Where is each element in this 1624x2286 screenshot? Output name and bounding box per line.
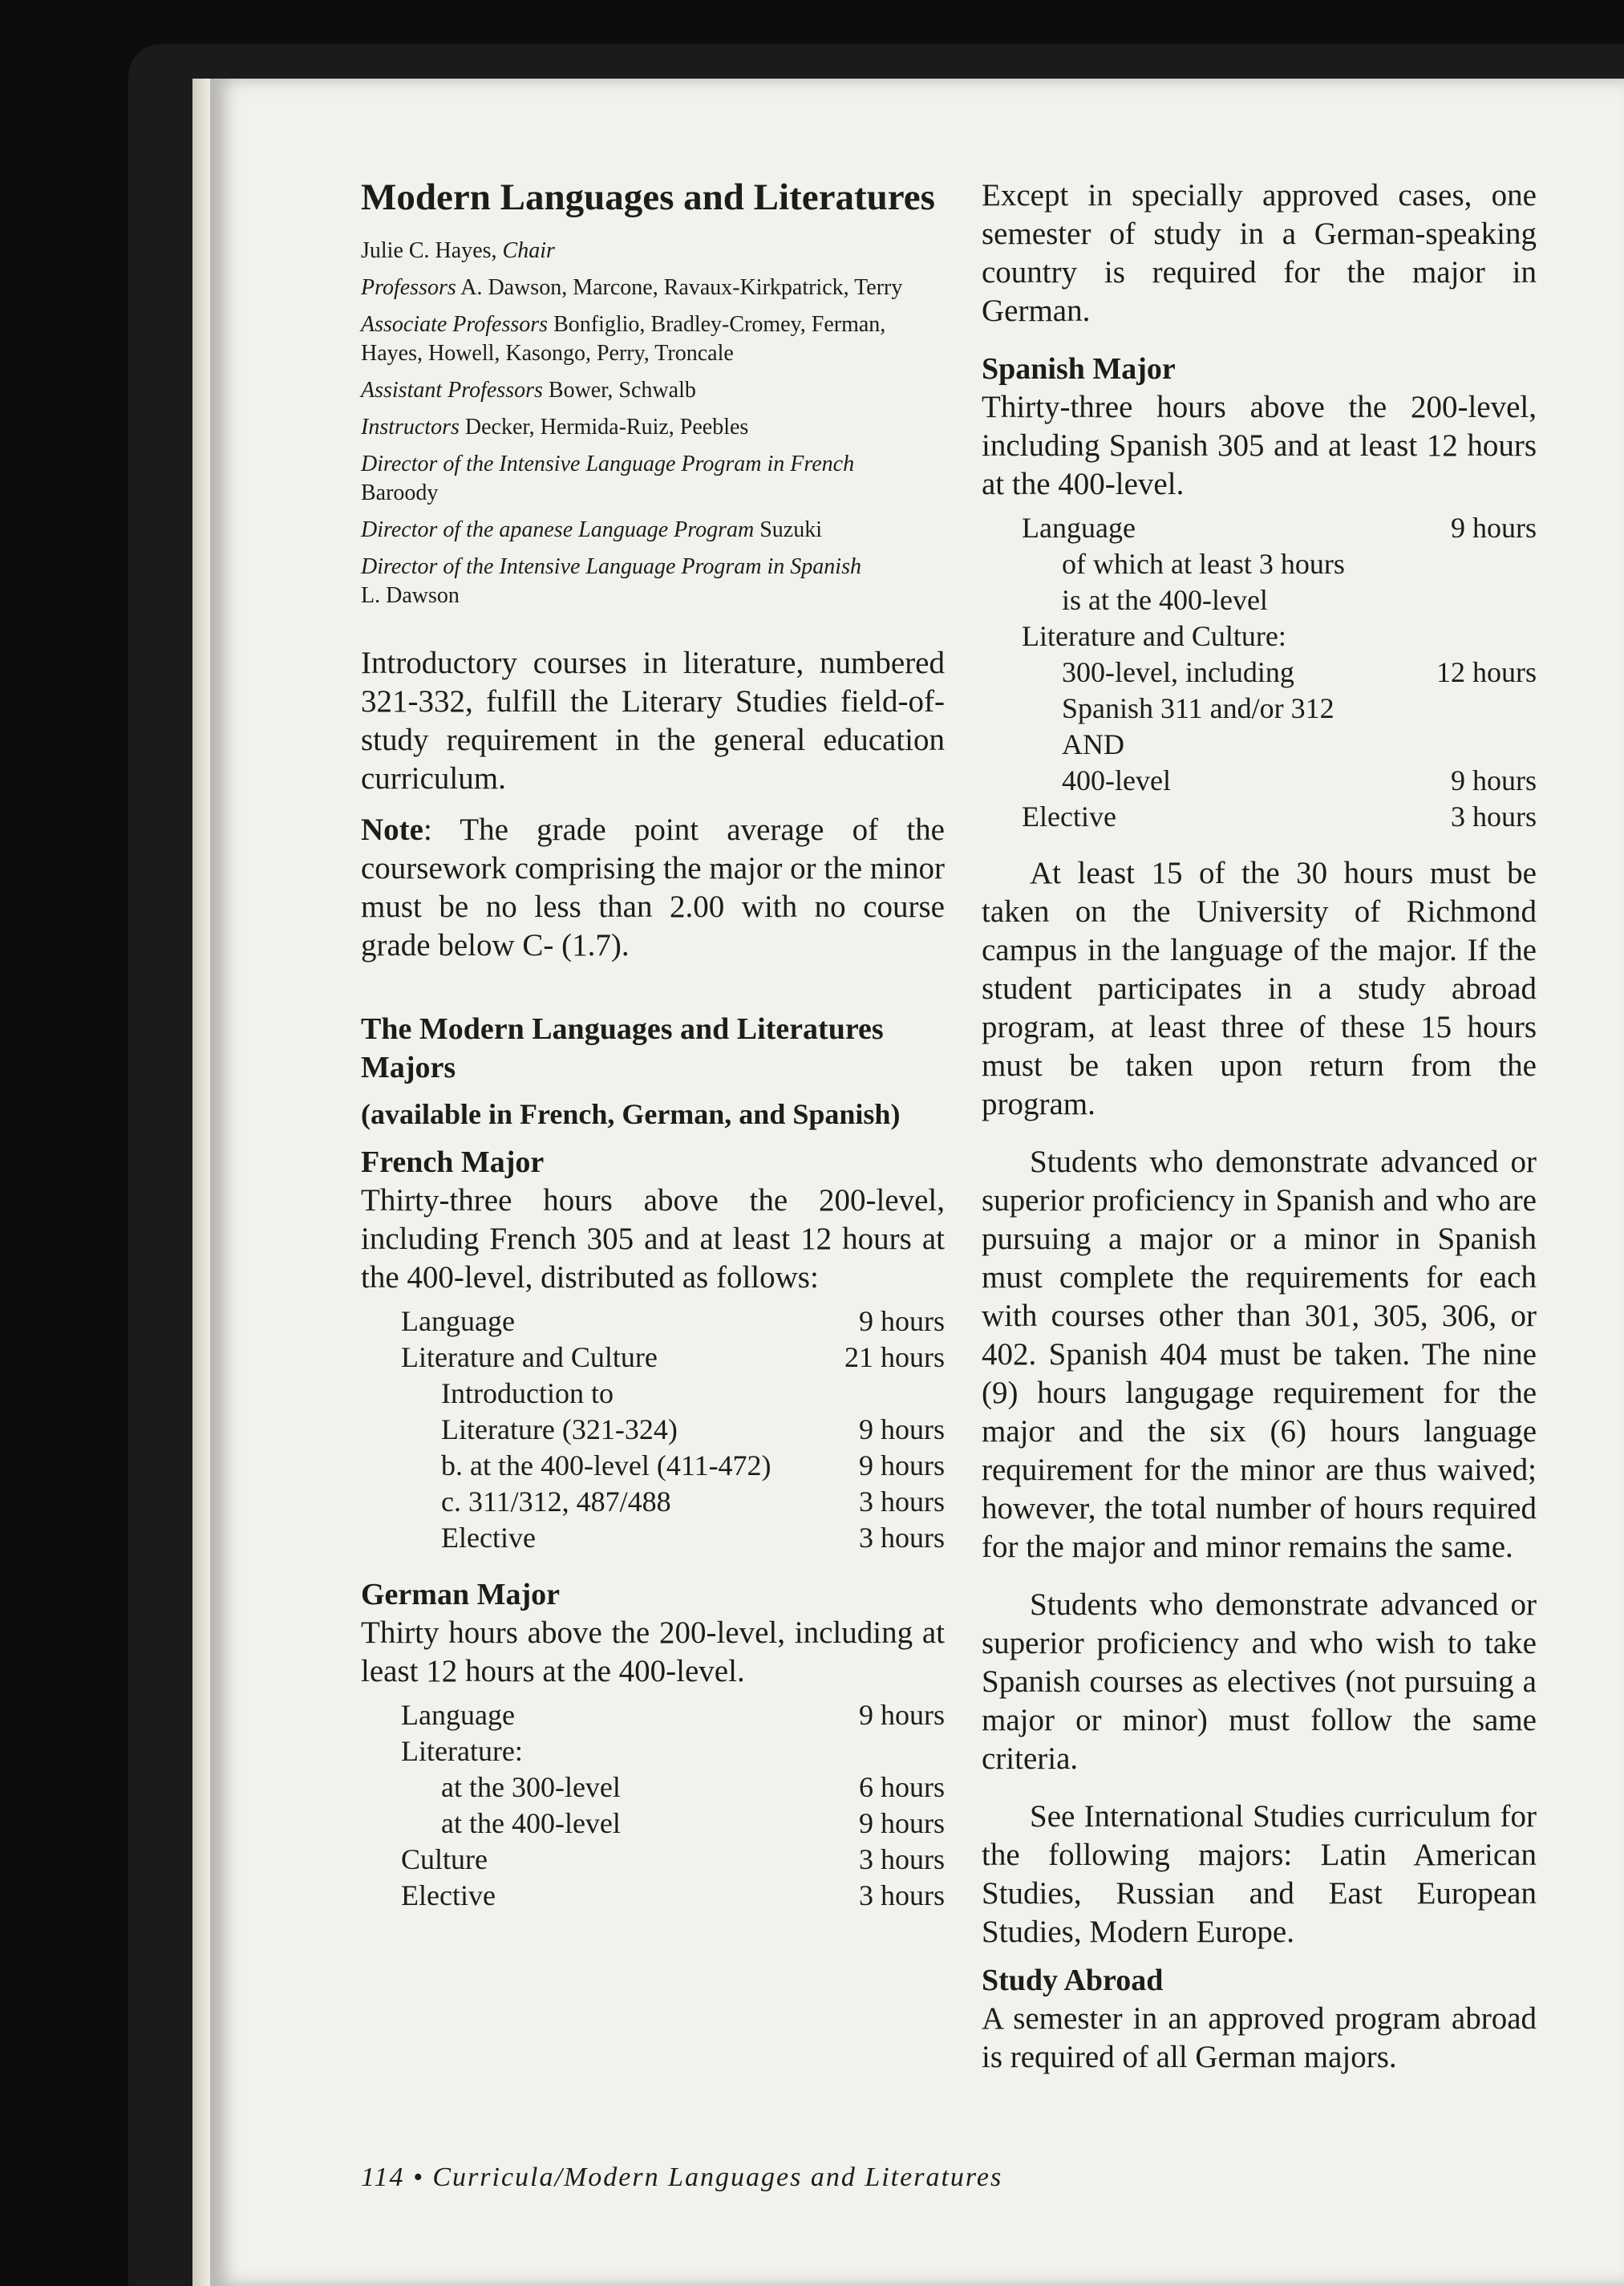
requirement-hours: 12 hours — [1436, 656, 1537, 688]
staff-professors: Professors A. Dawson, Marcone, Ravaux-Kirkpatrick, Terry — [361, 275, 903, 300]
requirement-label: Language — [401, 1305, 515, 1337]
requirement-row — [361, 1484, 945, 1520]
requirement-row — [361, 1520, 945, 1556]
requirement-label: Elective — [401, 1879, 496, 1911]
international-paragraph: See International Studies curriculum for the following majors: Latin American Studies, Russian and East European Studies, Modern Europe. — [982, 1799, 1537, 1949]
french-requirements — [361, 1303, 945, 1556]
requirement-hours: 9 hours — [859, 1807, 945, 1839]
requirement-row — [982, 727, 1537, 763]
requirement-row — [361, 1448, 945, 1484]
requirement-row — [361, 1842, 945, 1878]
staff-director-french: Director of the Intensive Language Program in French Baroody — [361, 452, 855, 505]
requirement-row — [361, 1878, 945, 1914]
staff-chair: Julie C. Hayes, Chair — [361, 238, 555, 263]
requirement-hours: 3 hours — [1451, 801, 1537, 833]
requirement-label: Literature (321-324) — [441, 1413, 678, 1445]
study-abroad-text: A semester in an approved program abroad is required of all German majors. — [982, 2001, 1537, 2074]
spanish-requirements — [982, 510, 1537, 835]
staff-director-spanish: Director of the Intensive Language Program in Spanish L. Dawson — [361, 554, 861, 608]
requirement-label: Literature and Culture — [401, 1341, 658, 1373]
intro-paragraph: Introductory courses in literature, numbered 321-332, fulfill the Literary Studies field-of-study requirement in the general education curriculum. — [361, 646, 945, 796]
note-paragraph: Note: The grade point average of the coursework comprising the major or the minor must be no less than 2.00 with no course grade below C- (1.7). — [361, 813, 945, 963]
requirement-row — [361, 1340, 945, 1376]
requirement-label: b. at the 400-level (411-472) — [441, 1449, 772, 1481]
requirement-label: 400-level — [1062, 764, 1171, 796]
requirement-row — [982, 763, 1537, 799]
requirement-label: at the 400-level — [441, 1807, 621, 1839]
spanish-major-text: Thirty-three hours above the 200-level, including Spanish 305 and at least 12 hours at the 400-level. — [982, 390, 1537, 501]
requirement-row — [361, 1412, 945, 1448]
requirement-row — [982, 618, 1537, 655]
staff-list — [361, 237, 945, 610]
requirement-hours: 9 hours — [859, 1449, 945, 1481]
requirement-label: Introduction to — [441, 1377, 614, 1409]
left-column — [361, 176, 945, 1914]
requirement-row — [982, 655, 1537, 691]
electives-paragraph: Students who demonstrate advanced or superior proficiency and who wish to take Spanish courses as electives (not pursuing a major or minor) must follow the same criteria. — [982, 1587, 1537, 1776]
requirement-row — [361, 1769, 945, 1806]
study-abroad-heading: Study Abroad — [982, 1964, 1164, 1997]
requirement-row — [982, 546, 1537, 582]
requirement-row — [361, 1806, 945, 1842]
staff-director-japanese: Director of the apanese Language Program Suzuki — [361, 517, 822, 542]
requirement-label: Literature: — [401, 1735, 523, 1767]
requirement-row — [361, 1697, 945, 1733]
requirement-row — [982, 799, 1537, 835]
requirement-label: Elective — [441, 1522, 536, 1554]
requirement-hours: 3 hours — [859, 1485, 945, 1518]
right-column — [982, 176, 1537, 2077]
requirement-row — [361, 1303, 945, 1340]
german-requirements — [361, 1697, 945, 1914]
requirement-label: Language — [401, 1699, 515, 1731]
requirement-label: Elective — [1022, 801, 1116, 833]
german-major-text: Thirty hours above the 200-level, including at least 12 hours at the 400-level. — [361, 1615, 945, 1688]
majors-heading: The Modern Languages and Literatures Majors — [361, 1012, 884, 1084]
requirement-row — [982, 582, 1537, 618]
requirement-label: Spanish 311 and/or 312 — [1062, 692, 1334, 724]
requirement-hours: 9 hours — [1451, 764, 1537, 796]
staff-assistant-professors: Assistant Professors Bower, Schwalb — [361, 378, 696, 403]
proficiency-paragraph: Students who demonstrate advanced or superior proficiency in Spanish and who are pursuing a major or a minor in Spanish must complete the requirements for each with courses other than 301, 305, 306, or 402. Spanish 404 must be taken. The nine (9) hours langugage requirement for the major and the six (6) hours language requirement for the minor are thus waived; however, the total number of hours required for the major and minor remains the same. — [982, 1145, 1537, 1564]
german-major-heading: German Major — [361, 1578, 560, 1611]
requirement-label: Literature and Culture: — [1022, 620, 1286, 652]
requirement-hours: 9 hours — [859, 1699, 945, 1731]
french-major-heading: French Major — [361, 1145, 545, 1179]
requirement-hours: 9 hours — [1451, 512, 1537, 544]
requirement-hours: 6 hours — [859, 1771, 945, 1803]
section-title: Modern Languages and Literatures — [361, 176, 935, 218]
requirement-row — [982, 510, 1537, 546]
staff-instructors: Instructors Decker, Hermida-Ruiz, Peebles — [361, 415, 749, 440]
requirement-label: Language — [1022, 512, 1136, 544]
german-abroad-paragraph: Except in specially approved cases, one semester of study in a German-speaking country is required for the major in German. — [982, 178, 1537, 328]
requirement-label: is at the 400-level — [1062, 584, 1268, 616]
requirement-label: 300-level, including — [1062, 656, 1294, 688]
requirement-label: AND — [1062, 728, 1124, 760]
requirement-label: at the 300-level — [441, 1771, 621, 1803]
requirement-hours: 9 hours — [859, 1413, 945, 1445]
spanish-major-heading: Spanish Major — [982, 352, 1176, 386]
majors-subheading: (available in French, German, and Spanish) — [361, 1098, 901, 1130]
requirement-row — [982, 691, 1537, 727]
requirement-row — [361, 1733, 945, 1769]
requirement-label: of which at least 3 hours — [1062, 548, 1345, 580]
requirement-label: Culture — [401, 1843, 488, 1875]
requirement-label: c. 311/312, 487/488 — [441, 1485, 671, 1518]
requirement-hours: 3 hours — [859, 1879, 945, 1911]
page-footer: 114 • Curricula/Modern Languages and Literatures — [361, 2162, 1003, 2192]
requirement-hours: 3 hours — [859, 1843, 945, 1875]
requirement-hours: 3 hours — [859, 1522, 945, 1554]
requirement-row — [361, 1376, 945, 1412]
campus-paragraph: At least 15 of the 30 hours must be taken on the University of Richmond campus in the language of the major. If the student participates in a study abroad program, at least three of these 15 hours must be taken upon return from the program. — [982, 856, 1537, 1121]
french-major-text: Thirty-three hours above the 200-level, including French 305 and at least 12 hours at the 400-level, distributed as follows: — [361, 1183, 945, 1295]
requirement-hours: 9 hours — [859, 1305, 945, 1337]
requirement-hours: 21 hours — [844, 1341, 945, 1373]
staff-associate-professors: Associate Professors Bonfiglio, Bradley-Cromey, Ferman, Hayes, Howell, Kasongo, Perry, Troncale — [361, 312, 886, 366]
